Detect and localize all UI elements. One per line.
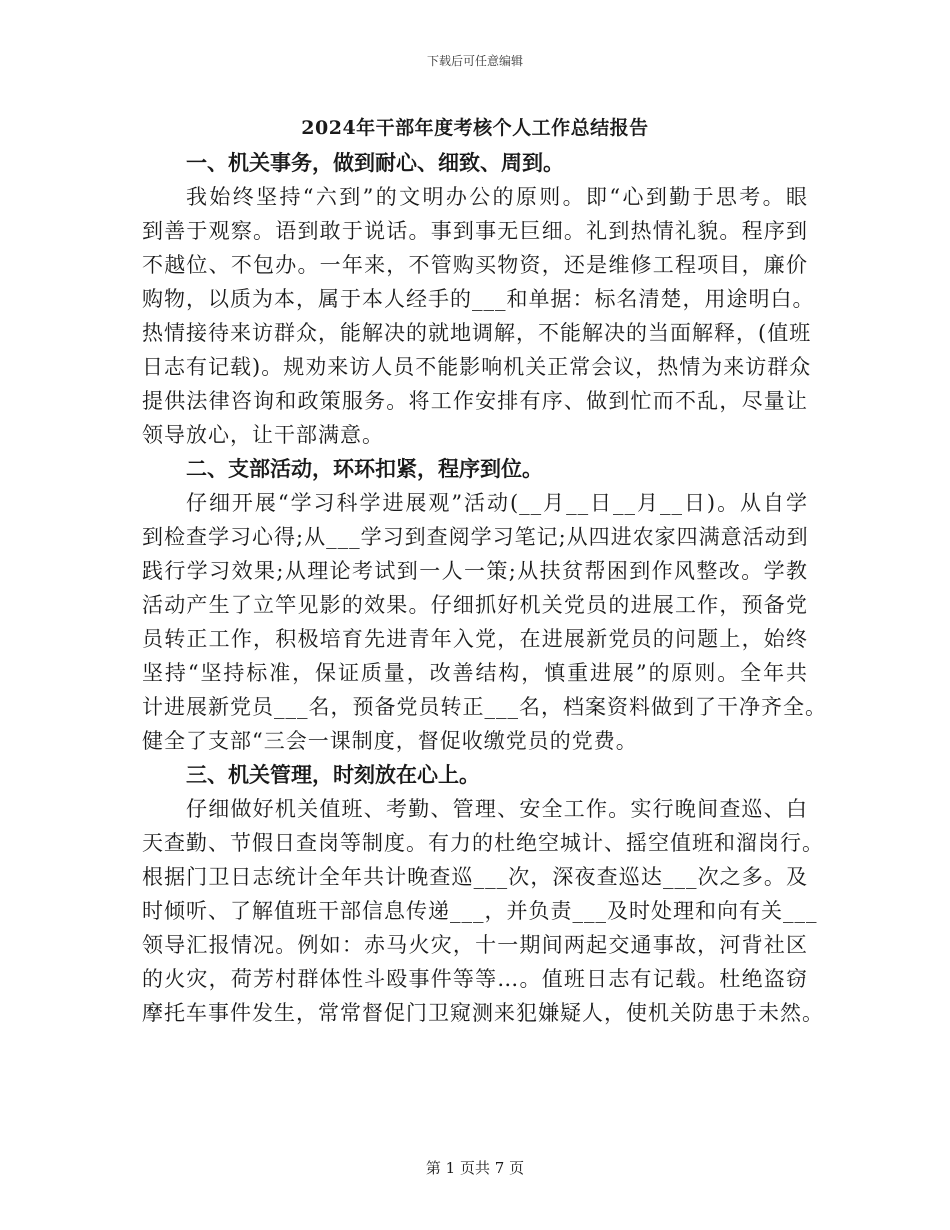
paragraph-line: 活动产生了立竿见影的效果。仔细抓好机关党员的进展工作，预备党: [142, 593, 808, 617]
section-heading: 二、支部活动，环环扣紧，程序到位。: [186, 456, 543, 481]
paragraph-line: 日志有记载)。规劝来访人员不能影响机关正常会议，热情为来访群众: [142, 355, 812, 379]
paragraph-line: 根据门卫日志统计全年共计晚查巡___次，深夜查巡达___次之多。及: [142, 865, 808, 889]
paragraph-line: 计进展新党员___名，预备党员转正___名，档案资料做到了干净齐全。: [142, 695, 827, 719]
paragraph-line: 热情接待来访群众，能解决的就地调解，不能解决的当面解释，(值班: [142, 321, 812, 345]
paragraph-line: 天查勤、节假日查岗等制度。有力的杜绝空城计、摇空值班和溜岗行。: [142, 831, 824, 855]
document-title: 2024年干部年度考核个人工作总结报告: [301, 117, 649, 139]
paragraph-line: 坚持“坚持标准，保证质量，改善结构，慎重进展”的原则。全年共: [142, 661, 808, 685]
paragraph-line: 到善于观察。语到敢于说话。事到事无巨细。礼到热情礼貌。程序到: [142, 219, 808, 243]
page-header-note: 下载后可任意编辑: [426, 54, 523, 68]
page-number: 第 1 页共 7 页: [425, 1159, 525, 1177]
section-office-affairs: [142, 146, 815, 452]
section-branch-activities: [142, 452, 827, 758]
paragraph-line: 仔细开展“学习科学进展观”活动(__月__日__月__日)。从自学: [186, 491, 808, 515]
paragraph-line: 到检查学习心得;从___学习到查阅学习笔记;从四进农家四满意活动到: [142, 525, 809, 549]
section-heading: 三、机关管理，时刻放在心上。: [186, 762, 480, 787]
paragraph-line: 时倾听、了解值班干部信息传递___，并负责___及时处理和向有关___: [142, 899, 818, 923]
section-office-management: [142, 758, 824, 1030]
paragraph-line: 践行学习效果;从理论考试到一人一策;从扶贫帮困到作风整改。学教: [142, 559, 808, 583]
paragraph-line: 领导汇报情况。例如：赤马火灾，十一期间两起交通事故，河背社区: [142, 933, 808, 957]
section-heading: 一、机关事务，做到耐心、细致、周到。: [186, 150, 564, 175]
paragraph-line: 仔细做好机关值班、考勤、管理、安全工作。实行晚间查巡、白: [186, 797, 808, 821]
paragraph-line: 购物，以质为本，属于本人经手的___和单据：标名清楚，用途明白。: [142, 287, 815, 311]
paragraph-line: 不越位、不包办。一年来，不管购买物资，还是维修工程项目，廉价: [142, 253, 808, 277]
paragraph-line: 领导放心，让干部满意。: [142, 423, 384, 447]
paragraph-line: 提供法律咨询和政策服务。将工作安排有序、做到忙而不乱，尽量让: [142, 389, 808, 413]
paragraph-line: 健全了支部“三会一课制度，督促收缴党员的党费。: [142, 729, 638, 753]
paragraph-line: 我始终坚持“六到”的文明办公的原则。即“心到勤于思考。眼: [186, 185, 808, 209]
paragraph-line: 的火灾，荷芳村群体性斗殴事件等等…。值班日志有记载。杜绝盗窃: [142, 967, 808, 991]
paragraph-line: 员转正工作，积极培育先进青年入党，在进展新党员的问题上，始终: [142, 627, 808, 651]
paragraph-line: 摩托车事件发生，常常督促门卫窥测来犯嫌疑人，使机关防患于未然。: [142, 1001, 824, 1025]
document-body: [142, 110, 827, 1030]
